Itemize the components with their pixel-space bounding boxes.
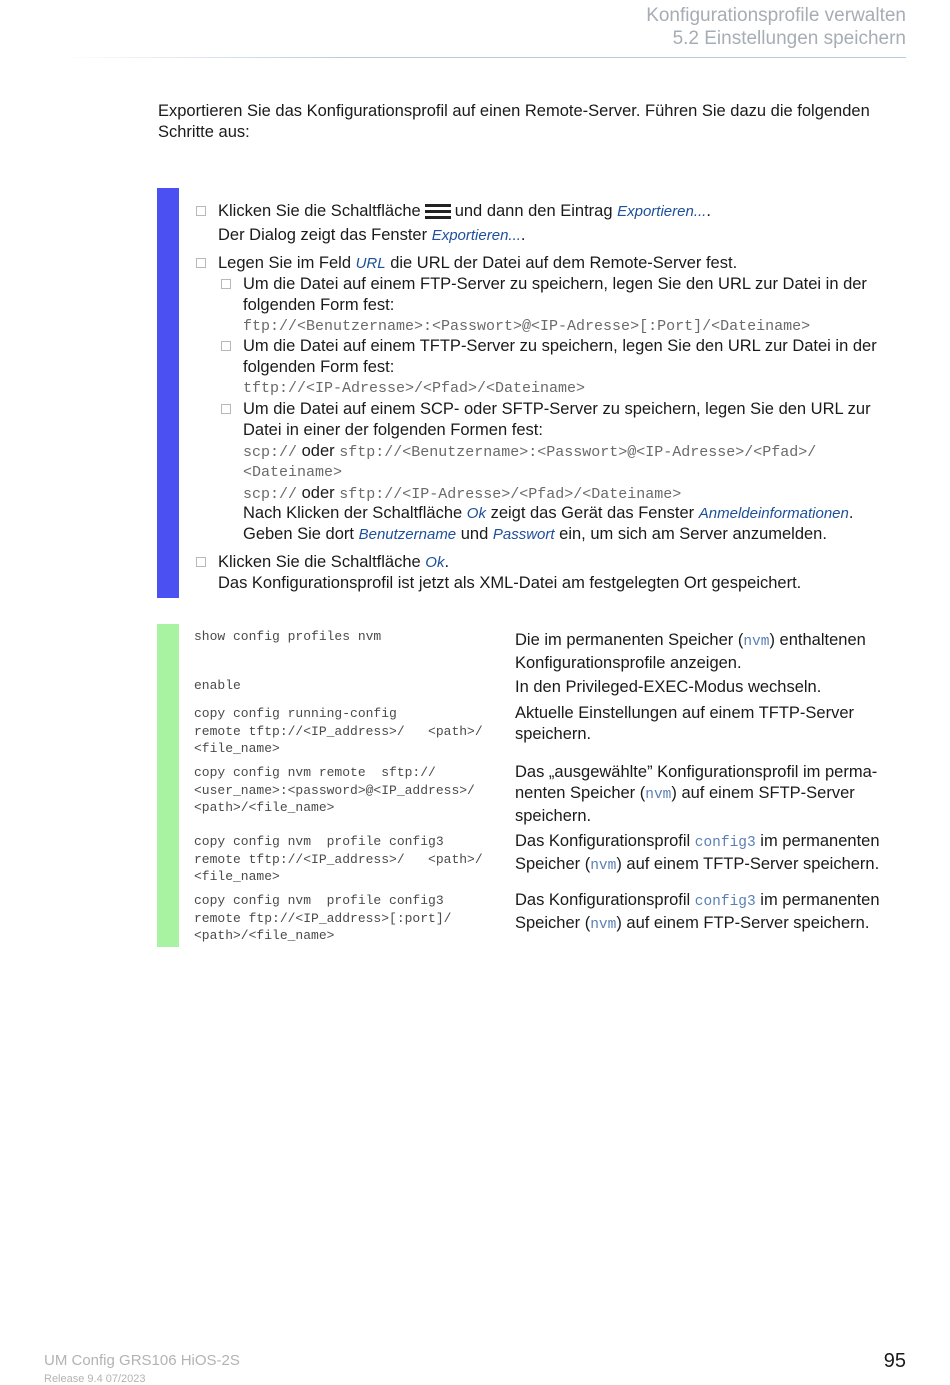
substep-scp-line-2: Datei in einer der folgenden Formen fest:: [243, 421, 543, 439]
scp-url-format-1: scp:// oder sftp://<Benutzername>:<Passwort>@<IP-Adresse>/<Pfad>/: [243, 442, 817, 461]
step-1: Klicken Sie die Schaltfläche und dann den Eintrag Exportieren....: [218, 202, 711, 220]
substep-checkbox-icon: [221, 404, 231, 414]
scp-note-line-1: Nach Klicken der Schaltfläche Ok zeigt das Gerät das Fenster Anmeldeinformationen.: [243, 504, 854, 522]
running-header: [646, 4, 906, 50]
command-description: In den Privileged-EXEC-Modus wechseln.: [515, 678, 822, 696]
step-3: Klicken Sie die Schaltfläche Ok.: [218, 553, 450, 571]
command-text: copy config nvm profile config3 remote ftp://<IP_address>[:port]/ <path>/<file_name>: [194, 893, 452, 943]
step-checkbox-icon: [196, 206, 206, 216]
header-divider: [60, 57, 906, 58]
command-description: Das Konfigurationsprofil config3 im permanenten Speicher (nvm) auf einem FTP-Server speichern.: [515, 891, 880, 933]
step-checkbox-icon: [196, 258, 206, 268]
command-text: copy config running-config remote tftp://<IP_address>/ <path>/ <file_name>: [194, 706, 483, 756]
substep-checkbox-icon: [221, 341, 231, 351]
step-checkbox-icon: [196, 557, 206, 567]
step-block-bar: [157, 188, 179, 598]
command-description: Das Konfigurationsprofil config3 im permanenten Speicher (nvm) auf einem TFTP-Server speichern.: [515, 832, 880, 874]
command-table-bar: [157, 624, 179, 947]
substep-ftp-line-2: folgenden Form fest:: [243, 296, 395, 314]
command-text: enable: [194, 678, 241, 693]
chapter-title: Konfigurationsprofile verwalten: [646, 5, 906, 26]
intro-paragraph: Exportieren Sie das Konfigurationsprofil auf einen Remote-Server. Führen Sie dazu die folgenden Schritte aus:: [158, 102, 870, 141]
substep-ftp-line-1: Um die Datei auf einem FTP-Server zu speichern, legen Sie den URL zur Datei in der: [243, 275, 867, 293]
step-1-result: Der Dialog zeigt das Fenster Exportieren....: [218, 226, 526, 244]
substep-checkbox-icon: [221, 279, 231, 289]
page-number: 95: [883, 1350, 906, 1372]
step-3-result: Das Konfigurationsprofil ist jetzt als XML-Datei am festgelegten Ort gespeichert.: [218, 574, 802, 592]
command-description: Das „ausgewählte” Konfigurationsprofil im perma- nenten Speicher (nvm) auf einem SFTP-Server speichern.: [515, 763, 878, 825]
step-2: Legen Sie im Feld URL die URL der Datei auf dem Remote-Server fest.: [218, 254, 738, 272]
section-title: 5.2 Einstellungen speichern: [672, 28, 906, 49]
footer-release: Release 9.4 07/2023: [44, 1373, 146, 1385]
command-description: Aktuelle Einstellungen auf einem TFTP-Server speichern.: [515, 704, 855, 743]
substep-scp-line-1: Um die Datei auf einem SCP- oder SFTP-Server zu speichern, legen Sie den URL zur: [243, 400, 871, 418]
menu-icon: [425, 203, 451, 219]
command-table: [157, 624, 909, 947]
scp-url-format-1-cont: <Dateiname>: [243, 464, 343, 481]
command-text: show config profiles nvm: [194, 629, 382, 644]
command-description: Die im permanenten Speicher (nvm) enthaltenen Konfigurationsprofile anzeigen.: [515, 631, 866, 672]
substep-tftp-line-2: folgenden Form fest:: [243, 358, 395, 376]
step-block: [157, 188, 909, 598]
scp-note-line-2: Geben Sie dort Benutzername und Passwort ein, um sich am Server anzumelden.: [243, 525, 827, 543]
substep-tftp-line-1: Um die Datei auf einem TFTP-Server zu speichern, legen Sie den URL zur Datei in der: [243, 337, 877, 355]
command-text: copy config nvm profile config3 remote tftp://<IP_address>/ <path>/ <file_name>: [194, 834, 483, 884]
ftp-url-format: ftp://<Benutzername>:<Passwort>@<IP-Adresse>[:Port]/<Dateiname>: [243, 318, 811, 335]
scp-url-format-2: scp:// oder sftp://<IP-Adresse>/<Pfad>/<Dateiname>: [243, 484, 682, 503]
tftp-url-format: tftp://<IP-Adresse>/<Pfad>/<Dateiname>: [243, 380, 586, 397]
command-text: copy config nvm remote sftp:// <user_name>:<password>@<IP_address>/ <path>/<file_name>: [194, 765, 475, 815]
footer-document-name: UM Config GRS106 HiOS-2S: [44, 1352, 240, 1369]
